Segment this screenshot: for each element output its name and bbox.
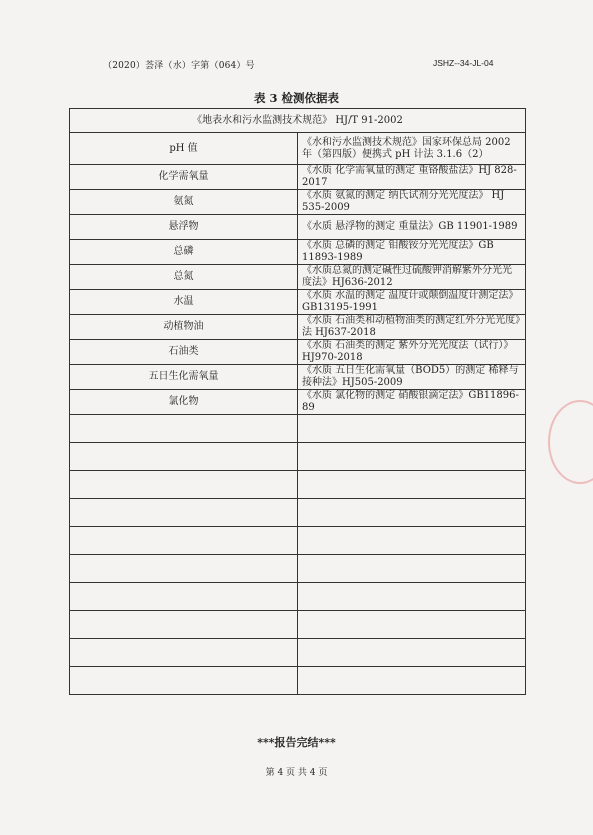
test-basis-cell: 《水质 悬浮物的测定 重量法》GB 11901-1989	[298, 215, 526, 240]
table-row	[70, 240, 526, 265]
table-title: 表 3 检测依据表	[253, 91, 339, 105]
test-item-cell: 悬浮物	[70, 215, 298, 240]
test-basis-cell: 《水和污水监测技术规范》国家环保总局 2002 年（第四版）便携式 pH 计法 3.1.6（2）	[298, 133, 526, 165]
table-header-row	[70, 109, 526, 133]
test-basis-cell: 《水质 水温的测定 温度计或颠倒温度计测定法》GB13195-1991	[298, 290, 526, 315]
table-row	[70, 290, 526, 315]
test-item-cell: 五日生化需氧量	[70, 365, 298, 390]
empty-cell	[70, 583, 298, 611]
empty-table-row	[70, 611, 526, 639]
empty-cell	[70, 667, 298, 695]
empty-cell	[298, 443, 526, 471]
test-item-cell: 动植物油	[70, 315, 298, 340]
test-item-cell: pH 值	[70, 133, 298, 165]
empty-table-row	[70, 499, 526, 527]
empty-table-row	[70, 527, 526, 555]
empty-table-row	[70, 555, 526, 583]
seal-stamp	[548, 400, 593, 484]
report-end-marker: ***报告完结***	[257, 736, 336, 749]
empty-table-row	[70, 583, 526, 611]
empty-cell	[298, 639, 526, 667]
empty-cell	[70, 611, 298, 639]
table-row	[70, 190, 526, 215]
test-item-cell: 总氮	[70, 265, 298, 290]
empty-table-row	[70, 443, 526, 471]
test-basis-cell: 《水质总氮的测定碱性过硫酸钾消解紫外分光光度法》HJ636-2012	[298, 265, 526, 290]
empty-table-row	[70, 415, 526, 443]
empty-cell	[70, 471, 298, 499]
empty-cell	[70, 499, 298, 527]
table-row	[70, 133, 526, 165]
table-row	[70, 365, 526, 390]
test-item-cell: 石油类	[70, 340, 298, 365]
test-item-cell: 水温	[70, 290, 298, 315]
empty-cell	[70, 443, 298, 471]
empty-cell	[298, 527, 526, 555]
empty-cell	[298, 667, 526, 695]
empty-table-row	[70, 639, 526, 667]
document-reference: （2020）荟泽（水）字第（064）号	[103, 61, 255, 71]
test-basis-cell: 《水质 总磷的测定 钼酸铵分光光度法》GB 11893-1989	[298, 240, 526, 265]
table-row	[70, 315, 526, 340]
test-basis-cell: 《水质 化学需氧量的测定 重铬酸盐法》HJ 828-2017	[298, 165, 526, 190]
test-item-cell: 化学需氧量	[70, 165, 298, 190]
test-basis-cell: 《水质 石油类和动植物油类的测定红外分光光度》法 HJ637-2018	[298, 315, 526, 340]
table-row	[70, 215, 526, 240]
table-row	[70, 165, 526, 190]
test-item-cell: 氯化物	[70, 390, 298, 415]
test-basis-cell: 《水质 氨氮的测定 纳氏试剂分光光度法》 HJ 535-2009	[298, 190, 526, 215]
empty-cell	[298, 471, 526, 499]
table-row	[70, 265, 526, 290]
page-number: 第 4 页 共 4 页	[265, 768, 328, 778]
test-basis-cell: 《水质 石油类的测定 紫外分光光度法（试行）》HJ970-2018	[298, 340, 526, 365]
empty-cell	[298, 415, 526, 443]
empty-cell	[70, 415, 298, 443]
document-code: JSHZ--34-JL-04	[433, 58, 494, 68]
empty-cell	[298, 555, 526, 583]
table-header-cell: 《地表水和污水监测技术规范》 HJ/T 91-2002	[70, 109, 526, 133]
table-row	[70, 340, 526, 365]
empty-table-row	[70, 471, 526, 499]
empty-cell	[298, 583, 526, 611]
empty-cell	[70, 555, 298, 583]
test-item-cell: 总磷	[70, 240, 298, 265]
empty-cell	[70, 527, 298, 555]
test-basis-cell: 《水质 氯化物的测定 硝酸银滴定法》GB11896-89	[298, 390, 526, 415]
empty-cell	[298, 611, 526, 639]
empty-cell	[70, 639, 298, 667]
basis-table	[69, 108, 526, 695]
table-row	[70, 390, 526, 415]
test-item-cell: 氨氮	[70, 190, 298, 215]
empty-table-row	[70, 667, 526, 695]
empty-cell	[298, 499, 526, 527]
test-basis-cell: 《水质 五日生化需氧量（BOD5）的测定 稀释与接种法》HJ505-2009	[298, 365, 526, 390]
